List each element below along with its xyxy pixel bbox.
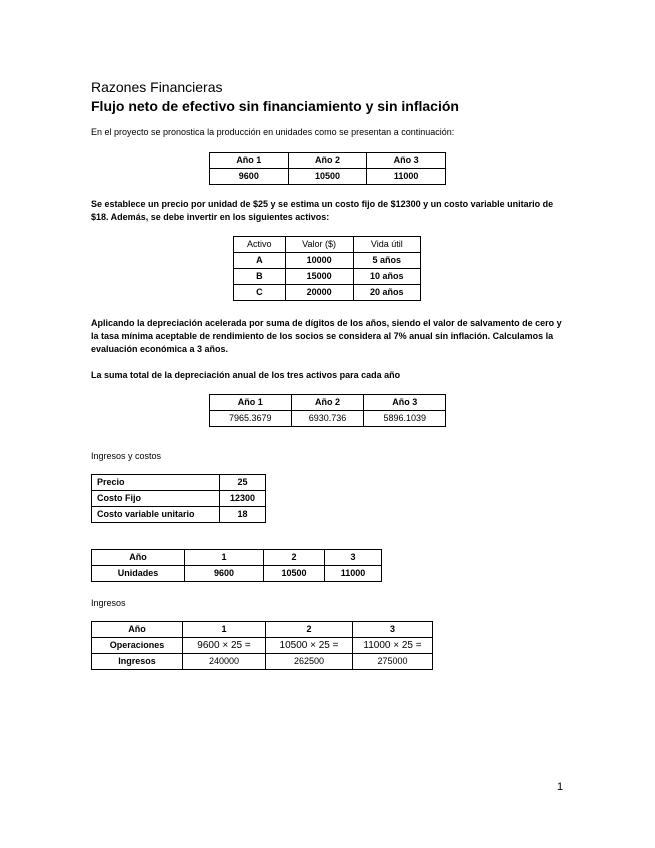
table-cell: 5 años (353, 253, 420, 269)
table-cell: 9600 (210, 169, 289, 185)
table-cell: 275000 (353, 654, 433, 670)
table-cell: 12300 (220, 491, 266, 507)
paragraph-production: En el proyecto se pronostica la producción en unidades como se presentan a continuación: (91, 127, 455, 137)
table-cell: 18 (220, 507, 266, 523)
doc-title: Razones Financieras (91, 79, 223, 95)
table-cell: 10500 (288, 169, 367, 185)
table-cell: 10500 × 25 = (266, 638, 353, 654)
table-header: Activo (234, 237, 286, 253)
section-heading-costs: Ingresos y costos (91, 451, 162, 461)
production-table (209, 152, 446, 185)
table-cell: Ingresos (92, 654, 183, 670)
depreciation-table (209, 394, 446, 427)
table-cell: 9600 (185, 566, 264, 582)
table-cell: 10 años (353, 269, 420, 285)
table-cell: Costo Fijo (92, 491, 220, 507)
table-cell: 20000 (285, 285, 353, 301)
table-cell: A (234, 253, 286, 269)
table-header: 1 (183, 622, 266, 638)
table-cell: 11000 (325, 566, 382, 582)
table-cell: 15000 (285, 269, 353, 285)
table-cell: 240000 (183, 654, 266, 670)
table-header: Año 1 (210, 395, 292, 411)
table-header: 2 (266, 622, 353, 638)
table-cell: Precio (92, 475, 220, 491)
paragraph-depreciation-sum: La suma total de la depreciación anual de los tres activos para cada año (91, 370, 401, 380)
paragraph-price: Se establece un precio por unidad de $25 y se estima un costo fijo de $12300 y un costo variable unitario de $18. Además, se debe invertir en los siguientes activos: (91, 199, 554, 222)
costs-table (91, 474, 266, 523)
income-table (91, 621, 433, 670)
table-header: 3 (353, 622, 433, 638)
table-cell: 5896.1039 (364, 411, 446, 427)
table-header: 1 (185, 550, 264, 566)
table-header: Año 2 (291, 395, 364, 411)
table-cell: 10000 (285, 253, 353, 269)
table-cell: 6930.736 (291, 411, 364, 427)
table-cell: 11000 × 25 = (353, 638, 433, 654)
units-table (91, 549, 382, 582)
table-header: Año 3 (367, 153, 446, 169)
table-cell: Costo variable unitario (92, 507, 220, 523)
page-number: 1 (557, 781, 564, 793)
table-cell: B (234, 269, 286, 285)
table-header: Valor ($) (285, 237, 353, 253)
table-cell: Unidades (92, 566, 185, 582)
table-cell: 20 años (353, 285, 420, 301)
table-cell: 262500 (266, 654, 353, 670)
table-cell: 25 (220, 475, 266, 491)
section-heading-income: Ingresos (91, 598, 126, 608)
table-cell: C (234, 285, 286, 301)
table-cell: 9600 × 25 = (183, 638, 266, 654)
table-header: Vida útil (353, 237, 420, 253)
table-header: 2 (264, 550, 325, 566)
table-header: Año 2 (288, 153, 367, 169)
table-header: Año (92, 550, 185, 566)
table-cell: 7965.3679 (210, 411, 292, 427)
paragraph-depreciation-method: Aplicando la depreciación acelerada por suma de dígitos de los años, siendo el valor de salvamento de cero y la tasa mínima aceptable de rendimiento de los socios se considera al 7% anual sin inflación. Calculamos la evaluación económica a 3 años. (91, 318, 562, 354)
table-cell: 10500 (264, 566, 325, 582)
doc-subtitle: Flujo neto de efectivo sin financiamiento y sin inflación (91, 98, 459, 114)
assets-table (233, 236, 421, 301)
table-header: Año 3 (364, 395, 446, 411)
table-header: Año 1 (210, 153, 289, 169)
table-header: Año (92, 622, 183, 638)
table-cell: Operaciones (92, 638, 183, 654)
table-header: 3 (325, 550, 382, 566)
table-cell: 11000 (367, 169, 446, 185)
